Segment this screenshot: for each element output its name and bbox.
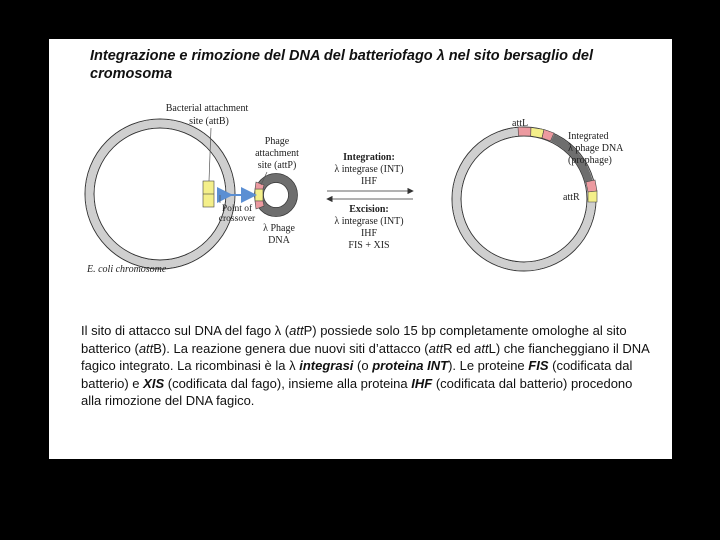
slide bbox=[49, 39, 672, 459]
bacterial-site-label-1: Bacterial attachment bbox=[165, 103, 249, 114]
caption-text: att bbox=[289, 323, 304, 338]
integration-line-2: IHF bbox=[360, 176, 378, 187]
integration-title: Integration: bbox=[343, 152, 395, 163]
caption-text: att bbox=[474, 340, 489, 356]
caption-text: (codificata dal batterio) e bbox=[81, 358, 633, 391]
crossover-label-2: crossover bbox=[218, 214, 256, 224]
caption-text: B). La reazione genera due nuovi siti d’attacco ( bbox=[153, 340, 429, 356]
ecoli-label: E. coli chromosome bbox=[87, 264, 167, 275]
phage-site-label-1: Phage bbox=[264, 136, 290, 147]
attR-label: attR bbox=[563, 192, 580, 203]
integration-line-1: λ integrase (INT) bbox=[334, 164, 404, 175]
excision-line-3: FIS + XIS bbox=[348, 240, 390, 251]
caption-term-proteina-int: proteina INT bbox=[372, 358, 449, 374]
integrated-label-1: Integrated bbox=[568, 131, 609, 142]
caption-text: (codificata dal batterio) procedono alla rimozione del DNA fagico. bbox=[81, 375, 633, 409]
excision-line-1: λ integrase (INT) bbox=[334, 216, 404, 227]
caption-text: P) possiede solo 15 bp completamente omologhe al sito batterico ( bbox=[81, 323, 627, 356]
caption-term-xis: XIS bbox=[143, 375, 165, 391]
integrated-label-2: λ phage DNA bbox=[568, 143, 624, 154]
bacterial-site-label-2: site (attB) bbox=[189, 116, 229, 127]
caption-text: ). Le proteine bbox=[448, 358, 529, 374]
phage-site-label-3: site (attP) bbox=[257, 160, 297, 171]
slide-title: Integrazione e rimozione del DNA del batteriofago λ nel sito bersaglio del cromosoma bbox=[90, 48, 594, 82]
caption-text: att bbox=[428, 340, 444, 356]
caption-text: att bbox=[138, 340, 154, 356]
caption-text: L) che fiancheggiano il DNA fagico integrato. La ricombinasi è la λ bbox=[81, 340, 650, 374]
attL-label: attL bbox=[512, 118, 529, 129]
caption-text: R ed bbox=[443, 340, 475, 356]
phage-site-label-2: attachment bbox=[255, 148, 299, 159]
phage-dna-label-1: λ Phage bbox=[263, 223, 295, 234]
attP-site bbox=[255, 189, 263, 201]
excision-title: Excision: bbox=[349, 204, 389, 215]
caption-text: Il sito di attacco sul DNA del fago λ ( bbox=[81, 323, 290, 338]
crossover-label-1: Point of bbox=[221, 204, 253, 214]
caption-term-integrasi: integrasi bbox=[299, 358, 354, 374]
caption-text: (o bbox=[353, 358, 373, 374]
caption-term-fis: FIS bbox=[528, 358, 549, 374]
attR-site bbox=[586, 180, 597, 192]
excision-line-2: IHF bbox=[360, 228, 378, 239]
caption-paragraph bbox=[81, 322, 651, 410]
integrated-label-3: (prophage) bbox=[568, 155, 612, 166]
phage-dna-label-2: DNA bbox=[268, 235, 290, 246]
integration-diagram bbox=[49, 39, 672, 309]
caption-term-ihf: IHF bbox=[411, 375, 433, 391]
caption-text: (codificata dal fago), insieme alla proteina bbox=[164, 375, 412, 391]
